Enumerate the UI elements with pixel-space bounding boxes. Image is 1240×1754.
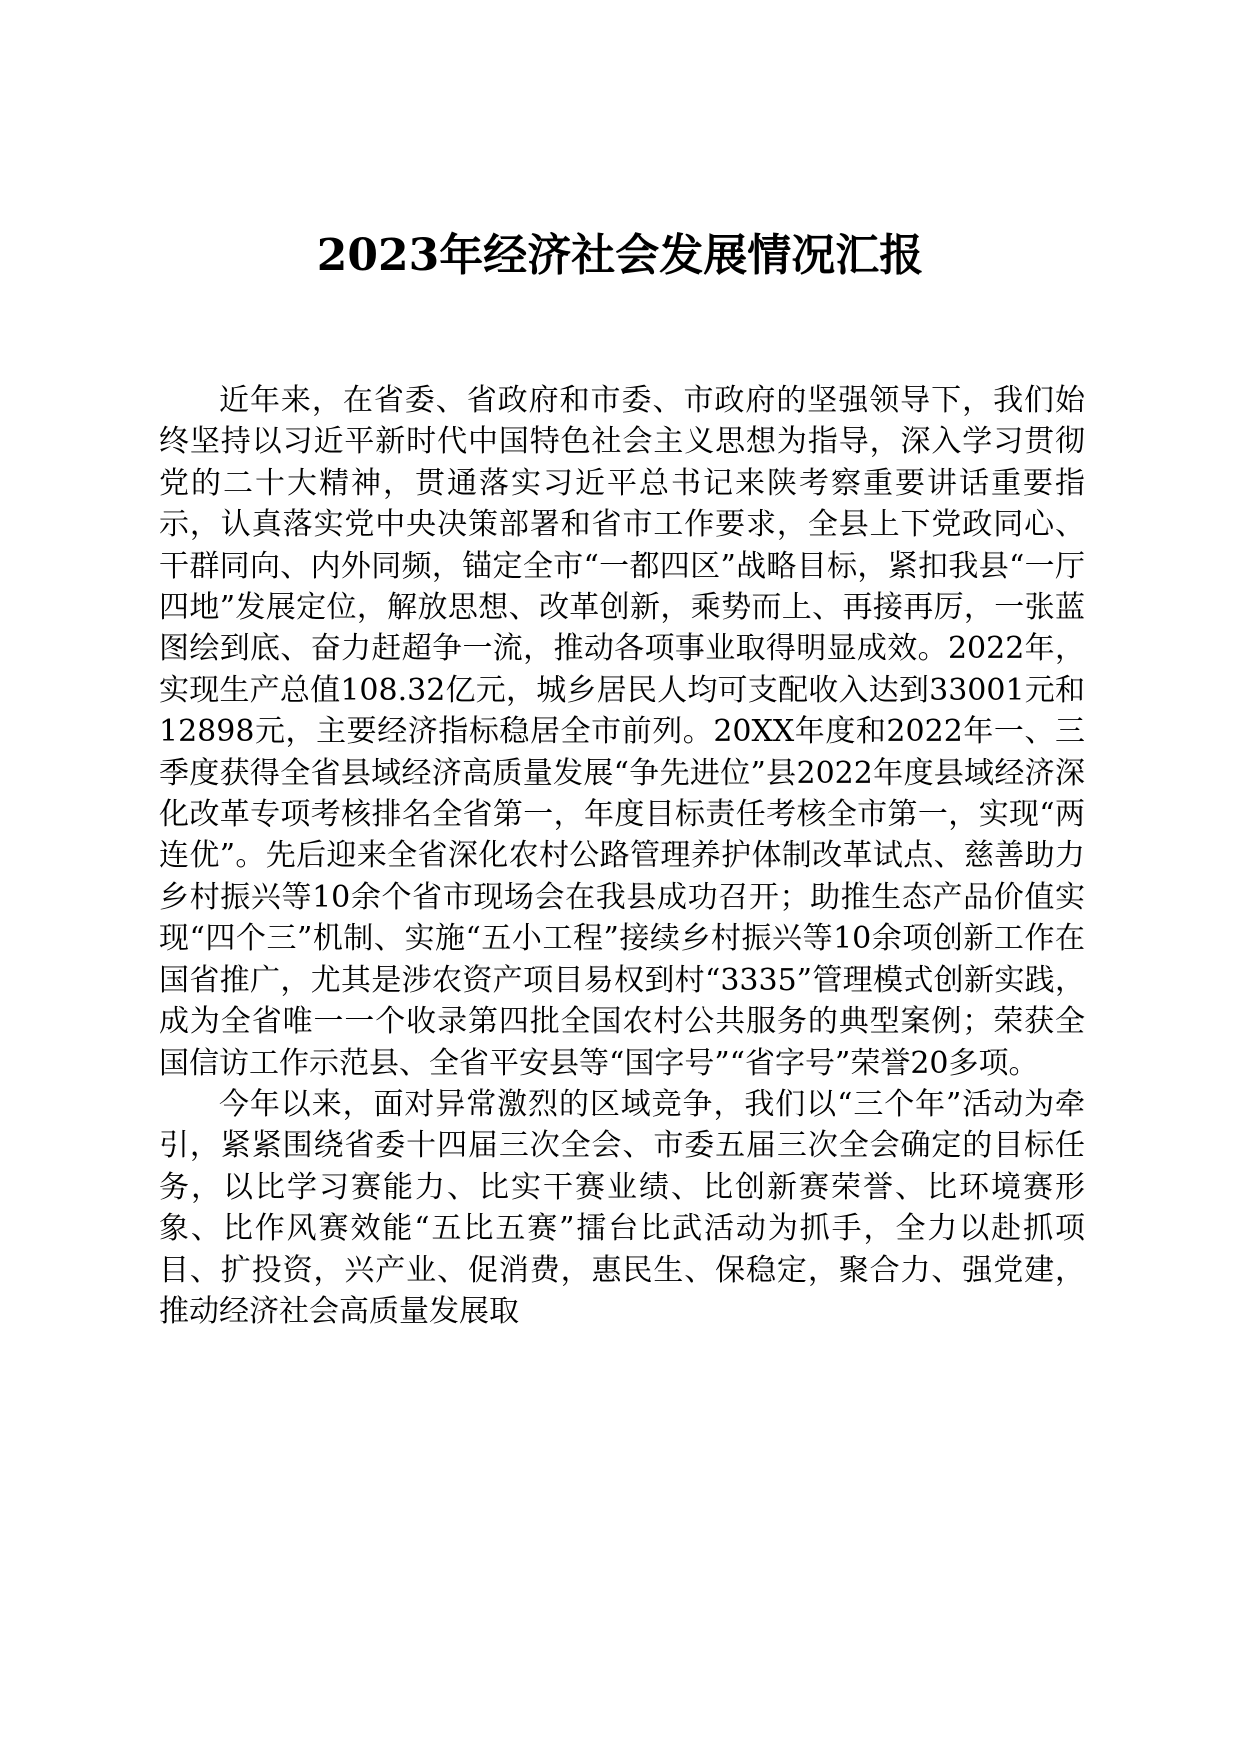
paragraph-this-year: 今年以来，面对异常激烈的区域竞争，我们以“三个年”活动为牵引，紧紧围绕省委十四届三次全会、市委五届三次全会确定的目标任务，以比学习赛能力、比实干赛业绩、比创新赛荣誉、比环境赛形象、比作风赛效能“五比五赛”擂台比武活动为抓手，全力以赴抓项目、扩投资，兴产业、促消费，惠民生、保稳定，聚合力、强党建，推动经济社会高质量发展取 bbox=[159, 1086, 1085, 1329]
document-body bbox=[159, 380, 1085, 1332]
paragraph-intro: 近年来，在省委、省政府和市委、市政府的坚强领导下，我们始终坚持以习近平新时代中国特色社会主义思想为指导，深入学习贯彻党的二十大精神，贯通落实习近平总书记来陕考察重要讲话重要指示，认真落实党中央决策部署和省市工作要求，全县上下党政同心、干群同向、内外同频，锚定全市“一都四区”战略目标，紧扣我县“一厅四地”发展定位，解放思想、改革创新，乘势而上、再接再厉，一张蓝图绘到底、奋力赶超争一流，推动各项事业取得明显成效。2022年，实现生产总值108.32亿元，城乡居民人均可支配收入达到33001元和12898元，主要经济指标稳居全市前列。20XX年度和2022年一、三季度获得全省县域经济高质量发展“争先进位”县2022年度县域经济深化改革专项考核排名全省第一，年度目标责任考核全市第一，实现“两连优”。先后迎来全省深化农村公路管理养护体制改革试点、慈善助力乡村振兴等10余个省市现场会在我县成功召开；助推生态产品价值实现“四个三”机制、实施“五小工程”接续乡村振兴等10余项创新工作在国省推广，尤其是涉农资产项目易权到村“3335”管理模式创新实践，成为全省唯一一个收录第四批全国农村公共服务的典型案例；荣获全国信访工作示范县、全省平安县等“国字号”“省字号”荣誉20多项。 bbox=[159, 383, 1085, 1081]
document-title: 2023年经济社会发展情况汇报 bbox=[316, 230, 924, 281]
